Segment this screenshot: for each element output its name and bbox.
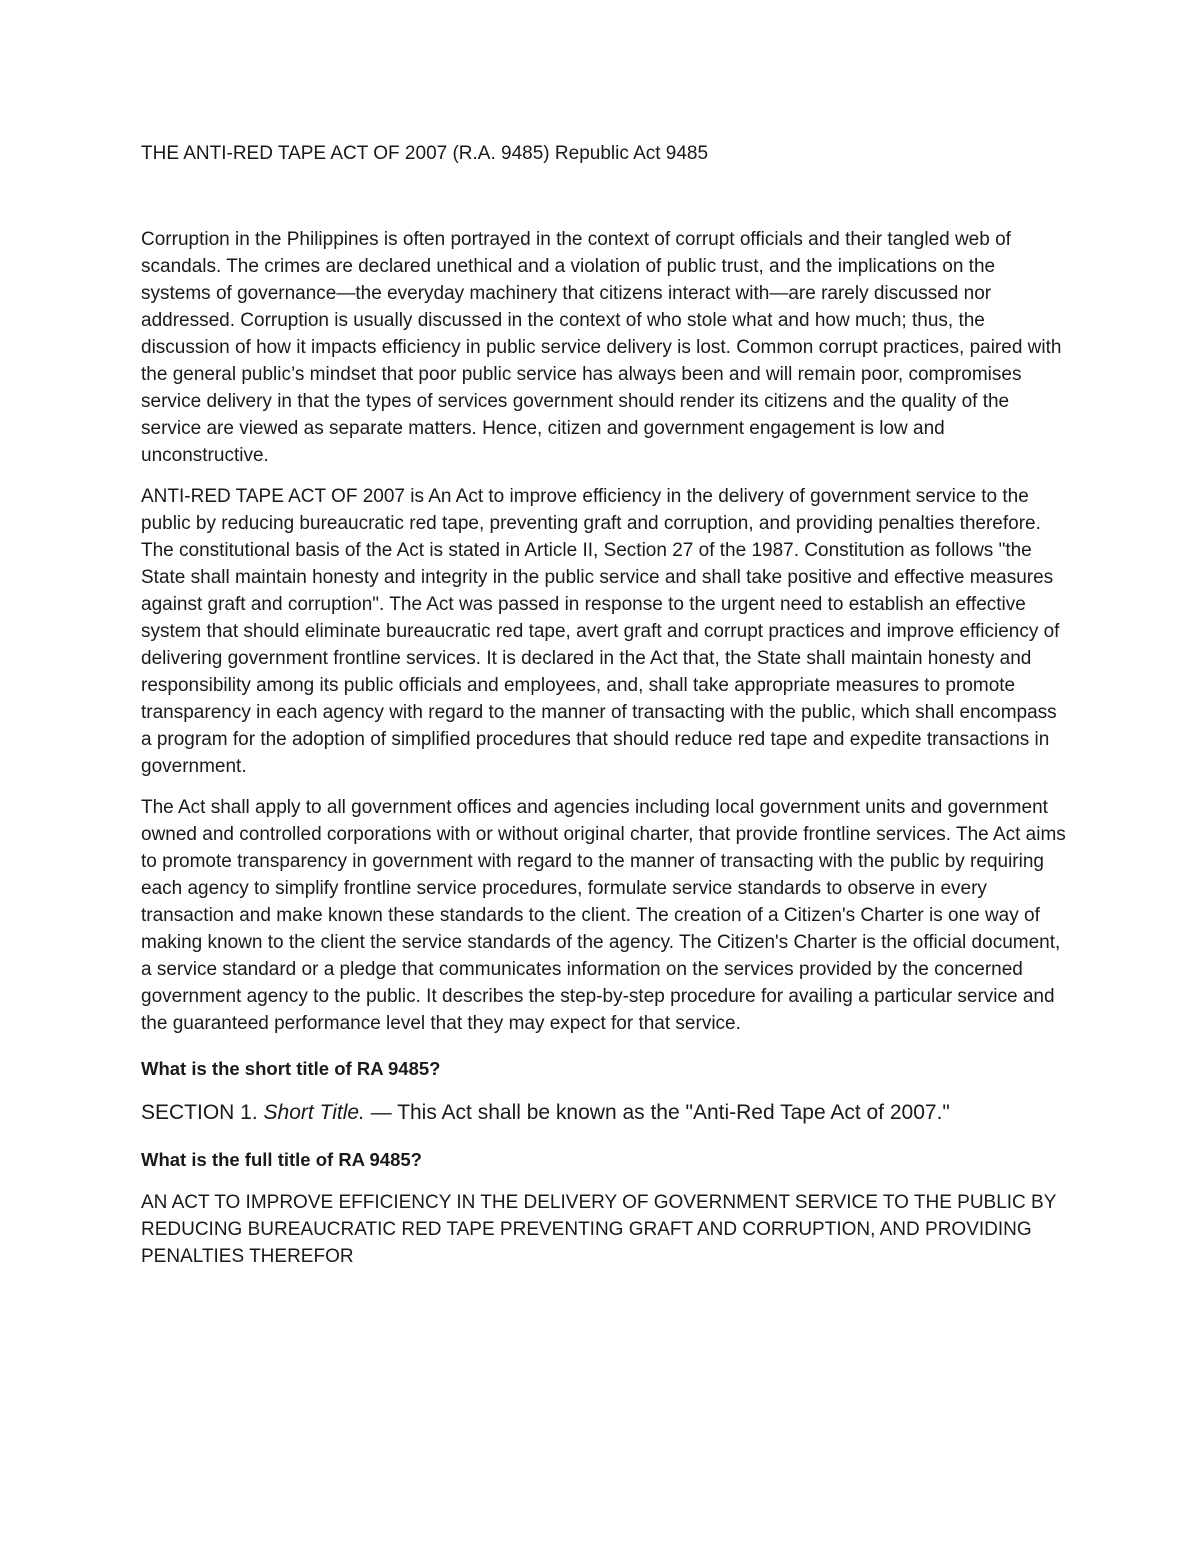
question-full-title: What is the full title of RA 9485? xyxy=(141,1149,422,1170)
document-page xyxy=(141,140,1066,1270)
document-title: THE ANTI-RED TAPE ACT OF 2007 (R.A. 9485) Republic Act 9485 xyxy=(141,143,709,164)
question-short-title: What is the short title of RA 9485? xyxy=(141,1058,441,1079)
section-1-text: — This Act shall be known as the "Anti-Red Tape Act of 2007." xyxy=(364,1101,950,1124)
section-1-italic-label: Short Title. xyxy=(263,1101,365,1124)
paragraph-corruption: Corruption in the Philippines is often portrayed in the context of corrupt officials and their tangled web of scandals. The crimes are declared unethical and a violation of public trust, and the implications on the systems of governance—the everyday machinery that citizens interact with—are rarely discussed nor addressed. Corruption is usually discussed in the context of who stole what and how much; thus, the discussion of how it impacts efficiency in public service delivery is lost. Common corrupt practices, paired with the general public’s mindset that poor public service has always been and will remain poor, compromises service delivery in that the types of services government should render its citizens and the quality of the service are viewed as separate matters. Hence, citizen and government engagement is low and unconstructive. xyxy=(141,229,1062,466)
paragraph-act-scope: The Act shall apply to all government offices and agencies including local government units and government owned and controlled corporations with or without original charter, that provide frontline services. The Act aims to promote transparency in government with regard to the manner of transacting with the public by requiring each agency to simplify frontline service procedures, formulate service standards to observe in every transaction and make known these standards to the client. The creation of a Citizen's Charter is one way of making known to the client the service standards of the agency. The Citizen's Charter is the official document, a service standard or a pledge that communicates information on the services provided by the concerned government agency to the public. It describes the step-by-step procedure for availing a particular service and the guaranteed performance level that they may expect for that service. xyxy=(141,797,1066,1034)
paragraph-act-description: ANTI-RED TAPE ACT OF 2007 is An Act to improve efficiency in the delivery of government service to the public by reducing bureaucratic red tape, preventing graft and corruption, and providing penalties therefore. The constitutional basis of the Act is stated in Article II, Section 27 of the 1987. Constitution as follows "the State shall maintain honesty and integrity in the public service and shall take positive and effective measures against graft and corruption". The Act was passed in response to the urgent need to establish an effective system that should eliminate bureaucratic red tape, avert graft and corrupt practices and improve efficiency of delivering government frontline services. It is declared in the Act that, the State shall maintain honesty and responsibility among its public officials and employees, and, shall take appropriate measures to promote transparency in each agency with regard to the manner of transacting with the public, which shall encompass a program for the adoption of simplified procedures that should reduce red tape and expedite transactions in government. xyxy=(141,486,1060,777)
full-title-text: AN ACT TO IMPROVE EFFICIENCY IN THE DELIVERY OF GOVERNMENT SERVICE TO THE PUBLIC BY REDUCING BUREAUCRATIC RED TAPE PREVENTING GRAFT AND CORRUPTION, AND PROVIDING PENALTIES THEREFOR xyxy=(141,1192,1057,1267)
section-1-short-title xyxy=(141,1098,1066,1128)
section-1-prefix: SECTION 1. xyxy=(141,1101,264,1124)
